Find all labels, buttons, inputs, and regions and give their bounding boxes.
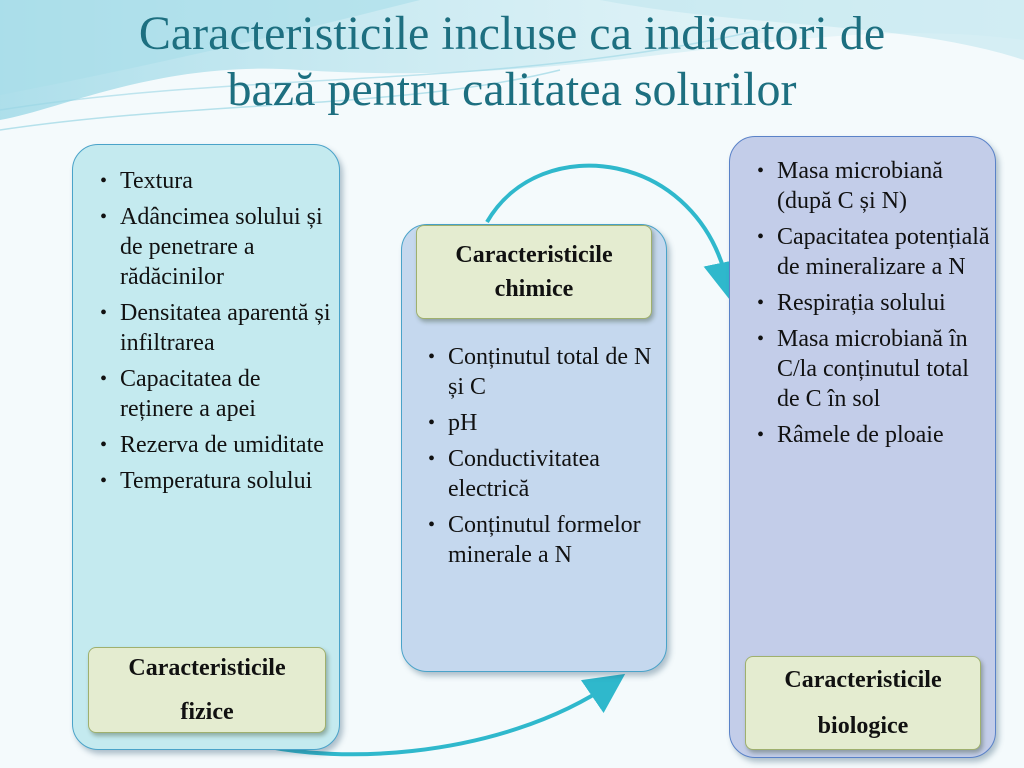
biological-items-list [757, 156, 997, 456]
list-item: • Masa microbiană în C/la conținutul total de C în sol [777, 324, 997, 414]
list-item: • Temperatura solului [120, 466, 335, 496]
list-item: • Conținutul formelor minerale a N [448, 510, 670, 570]
label-chemical [416, 225, 652, 319]
list-item: • Densitatea aparentă și infiltrarea [120, 298, 335, 358]
chemical-items-list [428, 342, 670, 576]
list-item: • Textura [120, 166, 335, 196]
list-item: • Conținutul total de N și C [448, 342, 670, 402]
label-text: Caracteristicile [455, 242, 613, 268]
list-item: • Respirația solului [777, 288, 997, 318]
list-item: • Masa microbiană (după C și N) [777, 156, 997, 216]
list-item: • Râmele de ploaie [777, 420, 997, 450]
label-text: fizice [180, 699, 234, 725]
list-item: • pH [448, 408, 670, 438]
list-item: • Capacitatea de reținere a apei [120, 364, 335, 424]
list-item: • Conductivitatea electrică [448, 444, 670, 504]
title-line-1: Caracteristicile incluse ca indicatori de [138, 7, 886, 60]
label-biological [745, 656, 981, 750]
title-line-2: bază pentru calitatea solurilor [227, 63, 797, 116]
label-physical [88, 647, 326, 733]
list-item: • Rezerva de umiditate [120, 430, 335, 460]
label-text: Caracteristicile [128, 655, 286, 681]
page-title [40, 6, 984, 118]
physical-items-list [100, 166, 335, 502]
list-item: • Capacitatea potențială de mineralizare a N [777, 222, 997, 282]
label-text: biologice [817, 713, 909, 739]
label-text: Caracteristicile [784, 667, 942, 693]
label-text: chimice [494, 276, 574, 302]
list-item: • Adâncimea solului și de penetrare a rădăcinilor [120, 202, 335, 292]
